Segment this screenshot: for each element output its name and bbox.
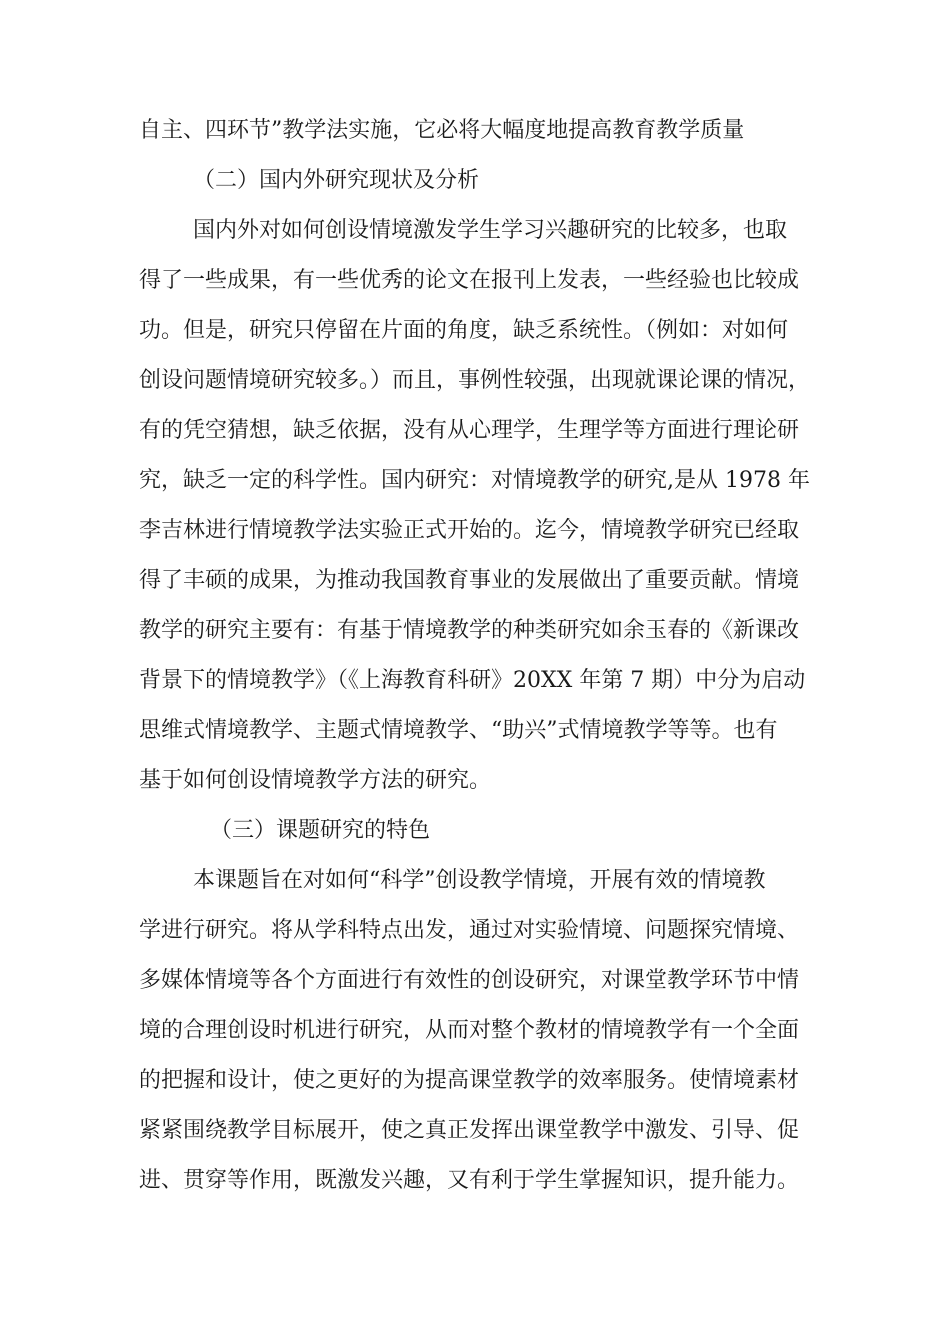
paragraph-line: 境的合理创设时机进行研究，从而对整个教材的情境教学有一个全面 [139,1018,800,1043]
paragraph-line: 国内外对如何创设情境激发学生学习兴趣研究的比较多，也取 [193,218,788,243]
paragraph-line: 有的凭空猜想，缺乏依据，没有从心理学，生理学等方面进行理论研 [139,418,800,443]
text-line: 自主、四环节”教学法实施，它必将大幅度地提高教育教学质量 [139,118,745,143]
paragraph-line: 思维式情境教学、主题式情境教学、“助兴”式情境教学等等。也有 [139,718,778,743]
paragraph-line: 得了丰硕的成果，为推动我国教育事业的发展做出了重要贡献。情境 [139,568,800,593]
paragraph-line: 李吉林进行情境教学法实验正式开始的。迄今，情境教学研究已经取 [139,518,800,543]
paragraph-line: 紧紧围绕教学目标展开，使之真正发挥出课堂教学中激发、引导、促 [139,1118,800,1143]
paragraph-line: 究，缺乏一定的科学性。国内研究：对情境教学的研究,是从 1978 年 [139,468,810,493]
paragraph-line: 本课题旨在对如何“科学”创设教学情境，开展有效的情境教 [193,868,766,893]
paragraph-line: 功。但是，研究只停留在片面的角度，缺乏系统性。（例如：对如何 [139,318,789,343]
paragraph-line: 的把握和设计，使之更好的为提高课堂教学的效率服务。使情境素材 [139,1068,800,1093]
paragraph-line: 多媒体情境等各个方面进行有效性的创设研究，对课堂教学环节中情 [139,968,800,993]
paragraph-line: 得了一些成果，有一些优秀的论文在报刊上发表，一些经验也比较成 [139,268,800,293]
paragraph-line: 背景下的情境教学》（《上海教育科研》20XX 年第 7 期）中分为启动 [139,668,806,693]
section-heading-2: （二）国内外研究现状及分析 [193,168,480,193]
paragraph-line: 进、贯穿等作用，既激发兴趣，又有利于学生掌握知识，提升能力。 [139,1168,800,1193]
paragraph-line: 基于如何创设情境教学方法的研究。 [139,768,492,793]
paragraph-line: 教学的研究主要有：有基于情境教学的种类研究如余玉春的《新课改 [139,618,800,643]
paragraph-line: 创设问题情境研究较多。）而且，事例性较强，出现就课论课的情况， [139,368,811,393]
paragraph-line: 学进行研究。将从学科特点出发，通过对实验情境、问题探究情境、 [139,918,800,943]
section-heading-3: （三）课题研究的特色 [210,818,431,843]
